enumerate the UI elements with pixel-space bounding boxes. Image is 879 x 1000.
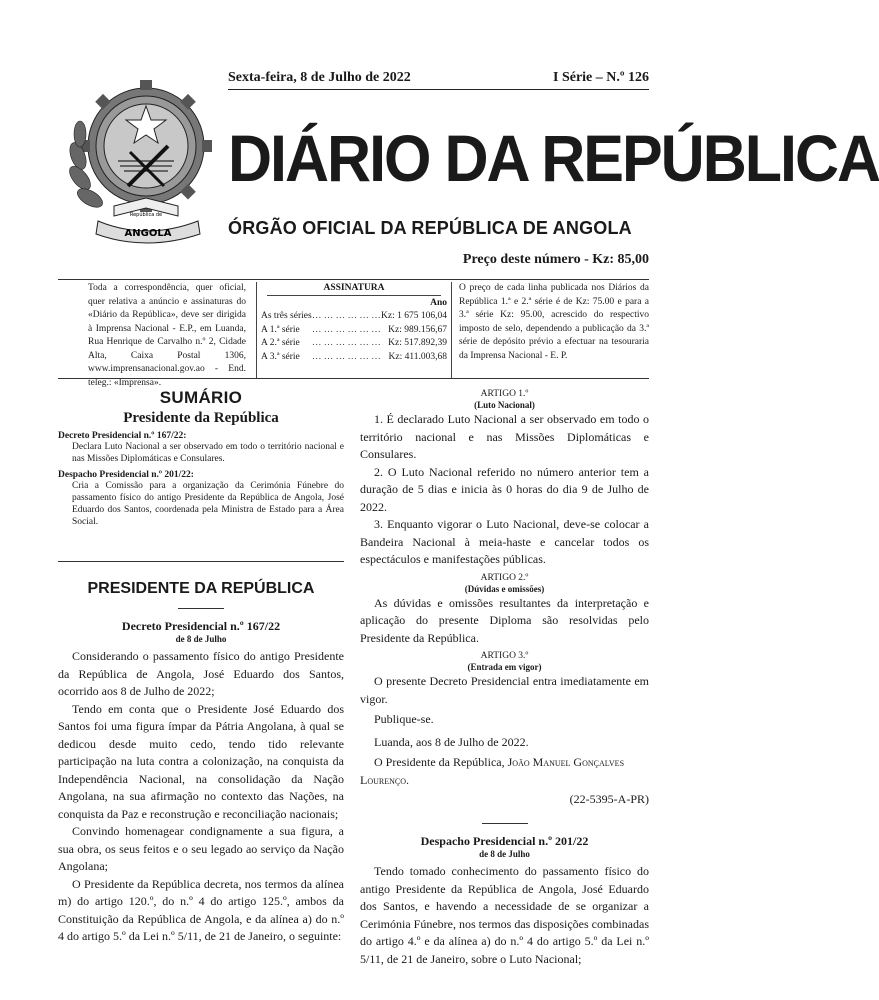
issue-series-number: I Série – N.º 126 (553, 70, 649, 85)
article-paragraph: 2. O Luto Nacional referido no número anterior tem a duração de 5 dias e inicia às 0 horas do dia 9 de Julho de 2022. (360, 464, 649, 514)
summary-item-head: Decreto Presidencial n.º 167/22: (58, 431, 187, 441)
subscription-dots: … … … … … … (311, 324, 381, 335)
subscription-label: A 1.ª série (261, 324, 300, 335)
info-top-rule (58, 279, 649, 280)
subscription-row (261, 351, 447, 365)
decree-paragraph: Convindo homenagear condignamente a sua figura, a sua obra, os seus feitos e o seu legado ao serviço da Nação Angolana; (58, 824, 344, 873)
subscription-value: Kz: 1 675 106,04 (381, 311, 447, 321)
coat-of-arms-emblem (58, 66, 218, 241)
despacho-divider (482, 823, 528, 824)
issue-price: Preço deste número - Kz: 85,00 (462, 252, 649, 267)
publish-line: Publique-se. (374, 712, 434, 726)
article-paragraph: 1. É declarado Luto Nacional a ser observado em todo o território nacional e nas Missões Diplomáticas e Consulares. (360, 412, 649, 461)
subscription-label: As três séries (261, 311, 312, 321)
decree-block (58, 580, 344, 946)
article-paragraph: O presente Decreto Presidencial entra imediatamente em vigor. (360, 674, 649, 706)
subscription-row (261, 337, 447, 351)
subscription-box (256, 282, 452, 378)
correspondence-info: Toda a correspondência, quer oficial, quer relativa a anúncio e assinaturas do «Diário da República», deve ser dirigida à Imprensa Nacional - E.P., em Luanda, Rua Henrique de Carvalho n.º 2, Cidade Alta, Caixa Postal 1306, www.imprensanacional.gov.ao - End. teleg.: «Imprensa». (88, 283, 246, 388)
despacho-date: de 8 de Julho (479, 849, 530, 859)
article-1-title: ARTIGO 1.º (480, 389, 529, 399)
signature-prefix: O Presidente da República, (374, 755, 505, 769)
subscription-row (261, 310, 447, 324)
subscription-table (261, 310, 447, 364)
decree-paragraph: Considerando o passamento físico do antigo Presidente da República de Angola, José Eduardo dos Santos, ocorrido aos 8 de Julho de 2022; (58, 649, 344, 698)
place-date: Luanda, aos 8 de Julho de 2022. (374, 734, 529, 749)
subscription-title: ASSINATURA (323, 283, 385, 293)
pricing-info: O preço de cada linha publicada nos Diários da República 1.ª e 2.ª série é de Kz: 75.00 e para a 3.ª série Kz: 95.00, acrescido do respectivo imposto de selo, dependendo a publicação da 3.ª série de depósito prévio a efectuar na tesouraria da Imprensa Nacional - E. P. (459, 283, 649, 361)
decree-date: de 8 de Julho (175, 634, 227, 644)
decree-paragraph: O Presidente da República decreta, nos termos da alínea m) do artigo 120.º, do n.º 4 do artigo 125.º, ambos da Constituição da República de Angola, e da alínea a) do n.º 4 do artigo 5.º da Lei n.º 5/11, de 21 de Janeiro, o seguinte: (58, 876, 344, 943)
subscription-value: Kz: 517.892,39 (388, 338, 447, 348)
summary-section: Presidente da República (123, 410, 279, 426)
masthead-title: DIÁRIO DA REPÚBLICA (228, 121, 879, 196)
summary-title: SUMÁRIO (159, 388, 243, 407)
summary-block (58, 388, 344, 528)
issue-date: Sexta-feira, 8 de Julho de 2022 (228, 70, 411, 85)
summary-item-desc: Cria a Comissão para a organização da Cerimónia Fúnebre do passamento físico do antigo Presidente da República de Angola, José Eduardo dos Santos, coordenada pela Ministra de Estado para a Área Social. (72, 481, 344, 527)
document-reference: (22-5395-A-PR) (569, 792, 649, 806)
article-3-title: ARTIGO 3.º (480, 651, 529, 661)
subscription-value: Kz: 989.156,67 (388, 324, 447, 335)
subscription-year: Ano (430, 298, 447, 308)
subscription-dots: … … … … … … (311, 351, 381, 362)
summary-end-rule (58, 561, 344, 562)
article-2-subtitle: (Dúvidas e omissões) (464, 583, 545, 594)
despacho-paragraph: Tendo tomado conhecimento do passamento físico do antigo Presidente da República de Angola, José Eduardo dos Santos, e havendo a necessidade de se organizar a Cerimónia Fúnebre, nos termos das disposições combinadas do artigo 4.º e da alínea a) do n.º 4 do artigo 5.º da Lei n.º 5/11, de 21 de Janeiro, sobre o Luto Nacional; (360, 864, 649, 966)
summary-item-desc: Declara Luto Nacional a ser observado em todo o território nacional e nas Missões Diplomáticas e Consulares. (72, 442, 344, 464)
article-1-subtitle: (Luto Nacional) (474, 400, 535, 410)
decree-paragraph: Tendo em conta que o Presidente José Eduardo dos Santos foi uma figura ímpar da Pátria Angolana, à qual se dedicou desde muito cedo, tendo tido relevante participação na luta contra a colonização, na conquista da Independência Nacional, na consolidação da Nação Angolana, na sua afirmação no contexto das Nações, na conquista da Paz e reconstrução e reconciliação nacionais; (58, 701, 344, 821)
masthead-subtitle: ÓRGÃO OFICIAL DA REPÚBLICA DE ANGOLA (228, 218, 632, 238)
subscription-value: Kz: 411.003,68 (388, 351, 447, 362)
article-3-subtitle: (Entrada em vigor) (467, 662, 542, 672)
subscription-row (261, 324, 447, 338)
signature-line (360, 754, 649, 789)
info-bottom-rule (58, 378, 649, 379)
articles-block (360, 388, 649, 968)
article-2-title: ARTIGO 2.º (480, 572, 529, 583)
article-paragraph: As dúvidas e omissões resultantes da interpretação e aplicação do presente Diploma são resolvidas pelo Presidente da República. (360, 595, 649, 645)
subscription-label: A 3.ª série (261, 351, 300, 362)
decree-title: Decreto Presidencial n.º 167/22 (121, 619, 281, 633)
subscription-dots: … … … … … … (311, 338, 381, 348)
subscription-label: A 2.ª série (261, 338, 300, 348)
despacho-title: Despacho Presidencial n.º 201/22 (420, 834, 589, 848)
article-paragraph: 3. Enquanto vigorar o Luto Nacional, deve-se colocar a Bandeira Nacional à meia-haste e cancelar todos os espectáculos e manifestações públicas. (360, 517, 649, 566)
header-rule (228, 89, 649, 90)
emblem-angola-text: ANGOLA (124, 228, 172, 239)
signature-name: João Manuel Gonçalves Lourenço. (360, 755, 625, 787)
section-divider (178, 608, 224, 609)
subscription-dots: … … … … … … (311, 311, 381, 321)
emblem-republic-text: República de (129, 212, 163, 218)
summary-item-head: Despacho Presidencial n.º 201/22: (58, 470, 194, 480)
angola-emblem-icon (58, 66, 218, 241)
section-title: PRESIDENTE DA REPÚBLICA (87, 580, 315, 597)
